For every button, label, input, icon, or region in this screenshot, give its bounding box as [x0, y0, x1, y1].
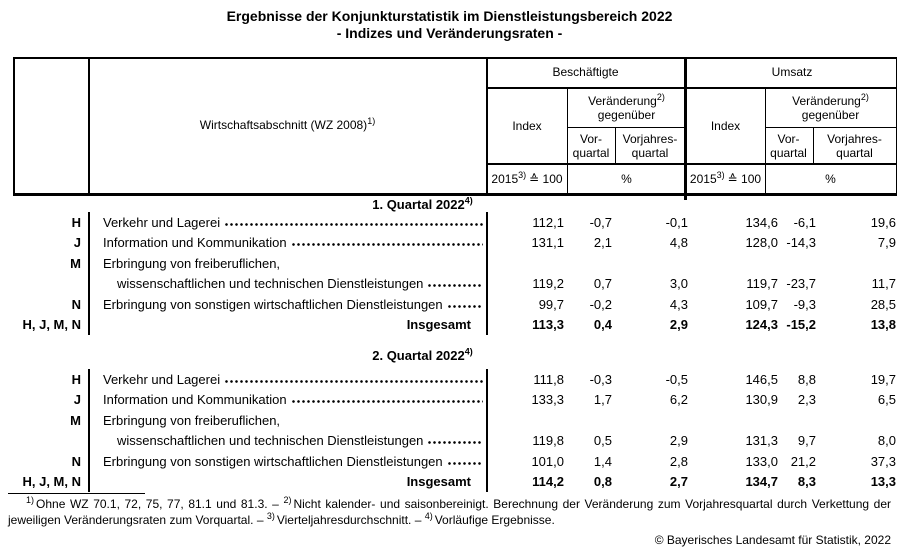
value-cell: 2,3	[797, 392, 816, 408]
footnotes	[8, 496, 891, 528]
col-header-index-beschaeftigte: Index	[512, 119, 542, 133]
dot-leader	[225, 380, 483, 383]
value-cell: 6,5	[877, 392, 896, 408]
row-label: Verkehr und Lagerei	[89, 372, 487, 387]
value-cell: 0,8	[593, 474, 612, 490]
unit-percent-beschaeftigte: %	[621, 172, 632, 186]
col-header-vorquartal-umsatz: Vor- quartal	[770, 131, 807, 160]
footnote-separator: –	[253, 513, 267, 527]
footnote-text-4: Vorläufige Ergebnisse.	[434, 513, 555, 527]
value-cell: 9,7	[797, 433, 816, 449]
value-cell: 4,8	[669, 235, 688, 251]
value-cell: 131,3	[745, 433, 778, 449]
value-cell: 11,7	[871, 276, 896, 292]
row-label: wissenschaftlichen und technischen Dienstleistungen	[89, 433, 487, 448]
divider-left	[13, 57, 15, 196]
row-label: Erbringung von freiberuflichen,	[103, 412, 281, 428]
value-cell: 130,9	[745, 392, 778, 408]
footnote-marker-4: 4)	[424, 511, 433, 521]
value-cell: 101,0	[531, 453, 564, 469]
value-cell: 13,3	[870, 474, 896, 490]
value-cell: 8,3	[797, 474, 816, 490]
value-cell: 2,9	[669, 317, 688, 333]
row-code: J	[73, 392, 81, 408]
value-cell: 119,2	[532, 276, 564, 292]
value-cell: 0,7	[593, 276, 612, 292]
value-cell: -15,2	[786, 317, 816, 333]
value-cell: 7,9	[877, 235, 896, 251]
footnote-separator: –	[411, 513, 425, 527]
col-header-beschaeftigte: Beschäftigte	[552, 65, 619, 79]
row-label: Erbringung von sonstigen wirtschaftlichen Dienstleistungen	[89, 454, 487, 469]
q2-rows	[0, 369, 899, 492]
table-row	[0, 369, 899, 390]
copyright-notice: © Bayerisches Landesamt für Statistik, 2022	[654, 533, 891, 547]
value-cell: 119,7	[746, 276, 778, 292]
value-cell: 2,7	[669, 474, 688, 490]
row-code: M	[70, 255, 81, 271]
value-cell: -9,3	[793, 296, 816, 312]
table-row	[0, 233, 899, 254]
value-cell: 0,4	[593, 317, 612, 333]
footnote-separator: –	[267, 497, 284, 511]
footnote-ref-4: 4)	[464, 346, 473, 357]
unit-percent-umsatz: %	[825, 172, 836, 186]
footnote-ref-1: 1)	[367, 116, 376, 126]
value-cell: 134,7	[745, 474, 778, 490]
value-cell: -14,3	[786, 235, 816, 251]
dot-leader	[292, 243, 483, 246]
footnote-ref-2: 2)	[656, 92, 665, 102]
row-label: Insgesamt	[406, 474, 471, 490]
value-cell: 2,9	[669, 433, 688, 449]
value-cell: 131,1	[531, 235, 564, 251]
row-label: Information und Kommunikation	[89, 392, 487, 407]
footnote-text-1: Ohne WZ 70.1, 72, 75, 77, 81.1 und 81.3.	[36, 497, 268, 511]
row-dimension-label: Wirtschaftsabschnitt (WZ 2008)	[199, 118, 368, 132]
value-cell: 124,3	[745, 317, 778, 333]
col-header-veraenderung-umsatz: Veränderung$^{2)}$ gegenüber	[792, 92, 869, 122]
row-label: Erbringung von freiberuflichen,	[103, 255, 281, 271]
value-cell: 13,8	[870, 317, 896, 333]
divider-header-bottom	[13, 193, 897, 196]
footnote-ref-2: 2)	[860, 92, 869, 102]
col-header-umsatz: Umsatz	[771, 65, 813, 79]
value-cell: -0,3	[589, 371, 612, 387]
dot-leader	[428, 441, 483, 444]
row-code: H	[71, 214, 81, 230]
value-cell: 113,3	[532, 317, 564, 333]
value-cell: -0,7	[589, 214, 612, 230]
value-cell: -0,1	[665, 214, 688, 230]
value-cell: 2,1	[593, 235, 612, 251]
row-code: M	[70, 412, 81, 428]
value-cell: -0,5	[665, 371, 688, 387]
table-row	[0, 253, 899, 274]
col-header-vorjahresquartal-beschaeftigte: Vorjahres- quartal	[622, 131, 678, 160]
unit-index-beschaeftigte: 2015$^{3)}$ ≙ 100	[491, 170, 563, 186]
footnote-marker-1: 1)	[26, 495, 35, 505]
value-cell: 21,2	[790, 453, 816, 469]
value-cell: 128,0	[745, 235, 778, 251]
row-label: Erbringung von sonstigen wirtschaftlichen Dienstleistungen	[89, 297, 487, 312]
footnote-marker-3: 3)	[266, 511, 275, 521]
table-row-total	[0, 315, 899, 336]
section-title-q2: 2. Quartal 2022$^{4)}$	[372, 346, 473, 363]
value-cell: 37,3	[870, 453, 896, 469]
value-cell: 8,0	[877, 433, 896, 449]
footnote-text-3: Vierteljahresdurchschnitt.	[276, 513, 412, 527]
row-code: J	[73, 235, 81, 251]
row-label: Verkehr und Lagerei	[89, 215, 487, 230]
value-cell: 19,7	[870, 371, 896, 387]
value-cell: 0,5	[593, 433, 612, 449]
value-cell: 133,3	[531, 392, 564, 408]
value-cell: 19,6	[870, 214, 896, 230]
row-label: wissenschaftlichen und technischen Dienstleistungen	[89, 276, 487, 291]
col-header-index-umsatz: Index	[710, 119, 741, 133]
value-cell: 109,7	[745, 296, 778, 312]
table-row	[0, 451, 899, 472]
row-code: H, J, M, N	[22, 474, 81, 490]
value-cell: 2,8	[669, 453, 688, 469]
title-line1: Ergebnisse der Konjunkturstatistik im Dienstleistungsbereich 2022	[226, 8, 673, 24]
value-cell: 28,5	[870, 296, 896, 312]
row-code: H, J, M, N	[22, 317, 81, 333]
footnote-ref-3: 3)	[716, 170, 725, 180]
table-row	[0, 212, 899, 233]
q1-rows	[0, 212, 899, 335]
dot-leader	[448, 462, 483, 465]
dot-leader	[225, 223, 483, 226]
value-cell: 146,5	[745, 371, 778, 387]
table-row	[0, 294, 899, 315]
table-row	[0, 431, 899, 452]
value-cell: 4,3	[669, 296, 688, 312]
value-cell: 8,8	[797, 371, 816, 387]
value-cell: -6,1	[793, 214, 816, 230]
unit-index-umsatz: 2015$^{3)}$ ≙ 100	[689, 170, 762, 186]
value-cell: 6,2	[669, 392, 688, 408]
row-label: Information und Kommunikation	[89, 235, 487, 250]
table-row-total	[0, 472, 899, 493]
footnote-text-2: Nicht kalender- und saisonbereinigt. Berechnung der Veränderung zum Vorjahresquartal durch Verkettung der jeweiligen Veränderungsraten zum Vorquartal.	[8, 497, 892, 527]
col-header-wirtschaftsabschnitt	[89, 57, 486, 193]
footnote-ref-3: 3)	[518, 170, 527, 180]
value-cell: 1,4	[593, 453, 612, 469]
value-cell: 111,8	[533, 371, 564, 387]
table-row	[0, 390, 899, 411]
dot-leader	[428, 284, 483, 287]
table-row	[0, 274, 899, 295]
value-cell: 114,2	[532, 474, 564, 490]
value-cell: 134,6	[745, 214, 778, 230]
footnote-marker-2: 2)	[283, 495, 292, 505]
footnote-ref-4: 4)	[464, 195, 473, 206]
dot-leader	[448, 305, 483, 308]
table-row	[0, 410, 899, 431]
value-cell: -0,2	[589, 296, 612, 312]
col-header-veraenderung-beschaeftigte: Veränderung$^{2)}$ gegenüber	[588, 92, 665, 122]
row-code: N	[71, 453, 81, 469]
section-title-q1: 1. Quartal 2022$^{4)}$	[372, 195, 473, 212]
row-code: H	[71, 371, 81, 387]
value-cell: 3,0	[669, 276, 688, 292]
value-cell: 112,1	[532, 214, 564, 230]
value-cell: 1,7	[593, 392, 612, 408]
value-cell: -23,7	[786, 276, 816, 292]
row-code: N	[71, 296, 81, 312]
value-cell: 99,7	[538, 296, 564, 312]
col-header-vorquartal-beschaeftigte: Vor- quartal	[572, 131, 610, 160]
page-title	[0, 8, 899, 42]
value-cell: 119,8	[532, 433, 564, 449]
title-line2: - Indizes und Veränderungsraten -	[336, 25, 563, 41]
dot-leader	[292, 400, 483, 403]
value-cell: 133,0	[745, 453, 778, 469]
row-label: Insgesamt	[406, 317, 471, 333]
col-header-vorjahresquartal-umsatz: Vorjahres- quartal	[827, 131, 882, 160]
